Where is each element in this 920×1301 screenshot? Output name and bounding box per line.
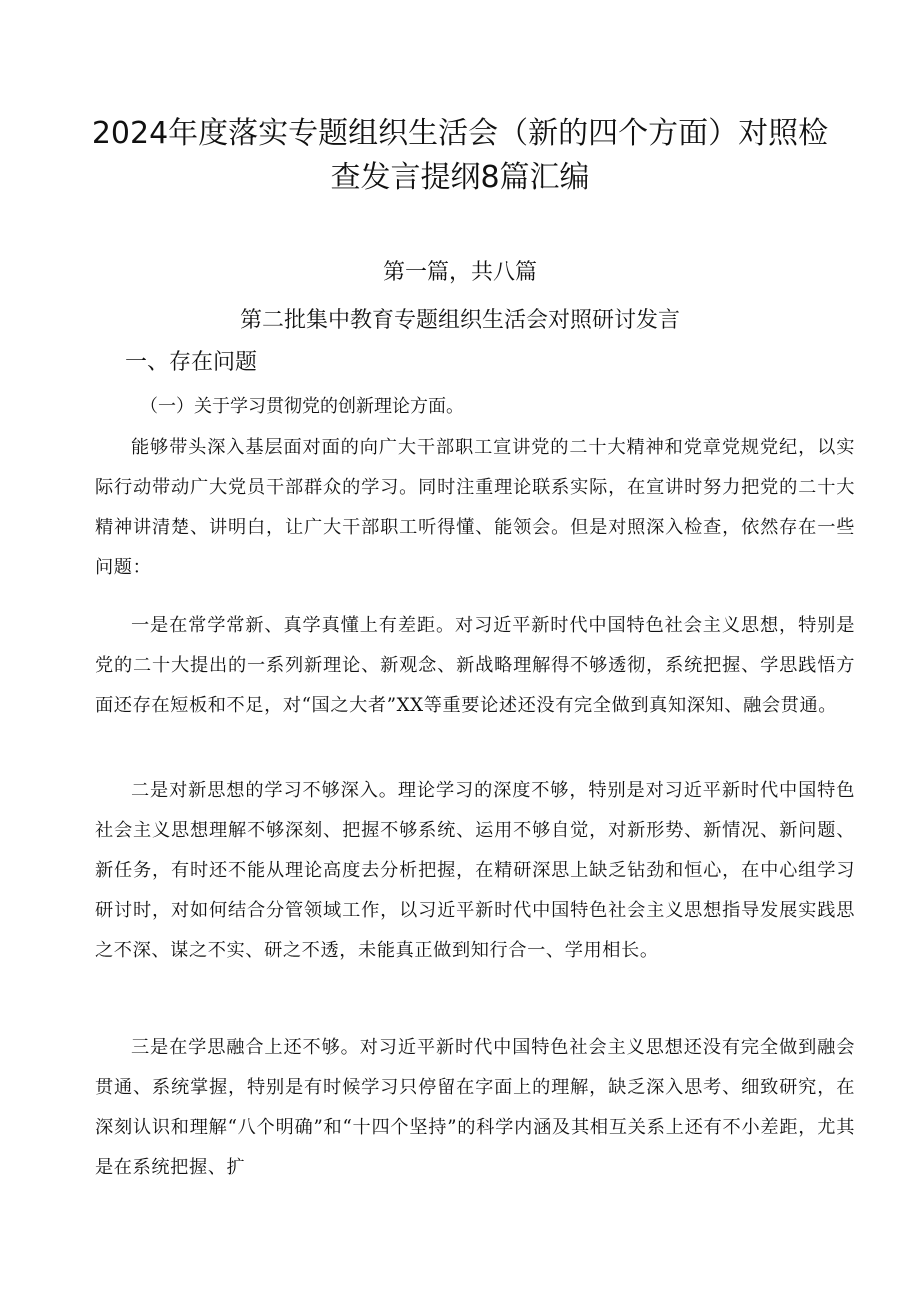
body-paragraph: 二是对新思想的学习不够深入。理论学习的深度不够，特别是对习近平新时代中国特色社会主义思想理解不够深刻、把握不够系统、运用不够自觉，对新形势、新情况、新问题、新任务，有时还不能从理论高度去分析把握，在精研深思上缺乏钻劲和恒心，在中心组学习研讨时，对如何结合分管领域工作，以习近平新时代中国特色社会主义思想指导发展实践思之不深、谋之不实、研之不透，未能真正做到知行合一、学用相长。 <box>95 780 855 961</box>
body-paragraph: 能够带头深入基层面对面的向广大干部职工宣讲党的二十大精神和党章党规党纪，以实际行动带动广大党员干部群众的学习。同时注重理论联系实际，在宣讲时努力把党的二十大精神讲清楚、讲明白，让广大干部职工听得懂、能领会。但是对照深入检查，依然存在一些问题： <box>95 437 855 578</box>
document-title: 2024年度落实专题组织生活会（新的四个方面）对照检查发言提纲8篇汇编 <box>91 116 829 195</box>
body-paragraph: 三是在学思融合上还不够。对习近平新时代中国特色社会主义思想还没有完全做到融会贯通、系统掌握，特别是有时候学习只停留在字面上的理解，缺乏深入思考、细致研究，在深刻认识和理解“八个明确”和“十四个坚持”的科学内涵及其相互关系上还有不小差距，尤其是在系统把握、扩 <box>95 1037 855 1178</box>
body-paragraph: 一是在常学常新、真学真懂上有差距。对习近平新时代中国特色社会主义思想，特别是党的二十大提出的一系列新理论、新观念、新战略理解得不够透彻，系统把握、学思践悟方面还存在短板和不足，对“国之大者”XX等重要论述还没有完全做到真知深知、融会贯通。 <box>95 615 855 716</box>
sub-heading: （一）关于学习贯彻党的创新理论方面。 <box>140 396 464 417</box>
part-title: 第一篇，共八篇 <box>382 260 537 285</box>
section-heading: 一、存在问题 <box>125 350 258 375</box>
part-heading: 第二批集中教育专题组织生活会对照研讨发言 <box>239 308 680 333</box>
